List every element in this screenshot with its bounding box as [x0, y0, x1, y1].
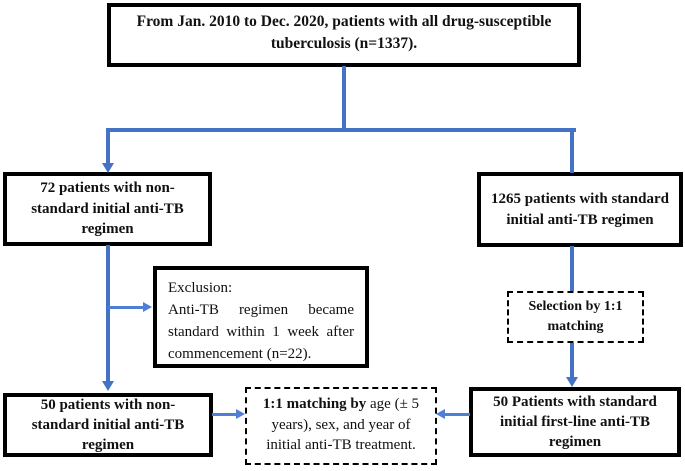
connector-left-descent	[106, 245, 110, 382]
connector-bottomright-to-matching	[445, 413, 470, 416]
standard-50-text: 50 Patients with standard initial first-line anti-TB regimen	[493, 393, 657, 451]
nonstandard-50-box	[3, 393, 213, 457]
standard-50-box	[469, 387, 681, 457]
arrowhead-matching-left-icon	[236, 409, 245, 419]
nonstandard-50-text: 50 patients with non-standard initial anti-TB regimen	[31, 396, 185, 454]
exclusion-text: Anti-TB regimen became standard within 1 week after commencement (n=22).	[168, 302, 354, 363]
arrowhead-left-drop-icon	[102, 163, 114, 173]
selection-matching-text: Selection by 1:1 matching	[528, 299, 623, 334]
connector-selection-to-bottom	[570, 343, 574, 378]
arrowhead-exclusion-icon	[143, 302, 152, 312]
matching-criteria-box	[245, 387, 437, 465]
connector-bottomleft-to-matching	[212, 413, 237, 416]
connector-left-drop	[106, 128, 110, 164]
matching-criteria-rest-text: age (± 5 years), sex, and year of initial anti-TB treatment.	[266, 396, 420, 454]
standard-1265-box	[477, 172, 683, 247]
connector-right-to-selection	[570, 246, 574, 291]
arrowhead-left-descent-icon	[102, 381, 114, 391]
arrowhead-matching-right-icon	[436, 409, 445, 419]
standard-1265-text: 1265 patients with standard initial anti-TB regimen	[491, 190, 669, 228]
matching-criteria-bold-text: 1:1 matching by	[262, 396, 367, 412]
exclusion-label: Exclusion:	[168, 280, 233, 296]
connector-exclusion-branch	[108, 306, 144, 309]
arrowhead-right-descent-icon	[566, 377, 578, 387]
exclusion-box	[153, 266, 369, 368]
connector-split-horizontal	[106, 128, 576, 132]
top-cohort-box	[107, 3, 581, 67]
connector-top-vertical	[342, 66, 346, 130]
connector-right-drop	[570, 128, 574, 173]
nonstandard-72-box	[3, 172, 212, 246]
nonstandard-72-text: 72 patients with non-standard initial anti-TB regimen	[31, 179, 184, 238]
top-cohort-text: From Jan. 2010 to Dec. 2020, patients with all drug-susceptible tuberculosis (n=1337).	[136, 13, 552, 53]
selection-matching-box	[507, 291, 644, 343]
